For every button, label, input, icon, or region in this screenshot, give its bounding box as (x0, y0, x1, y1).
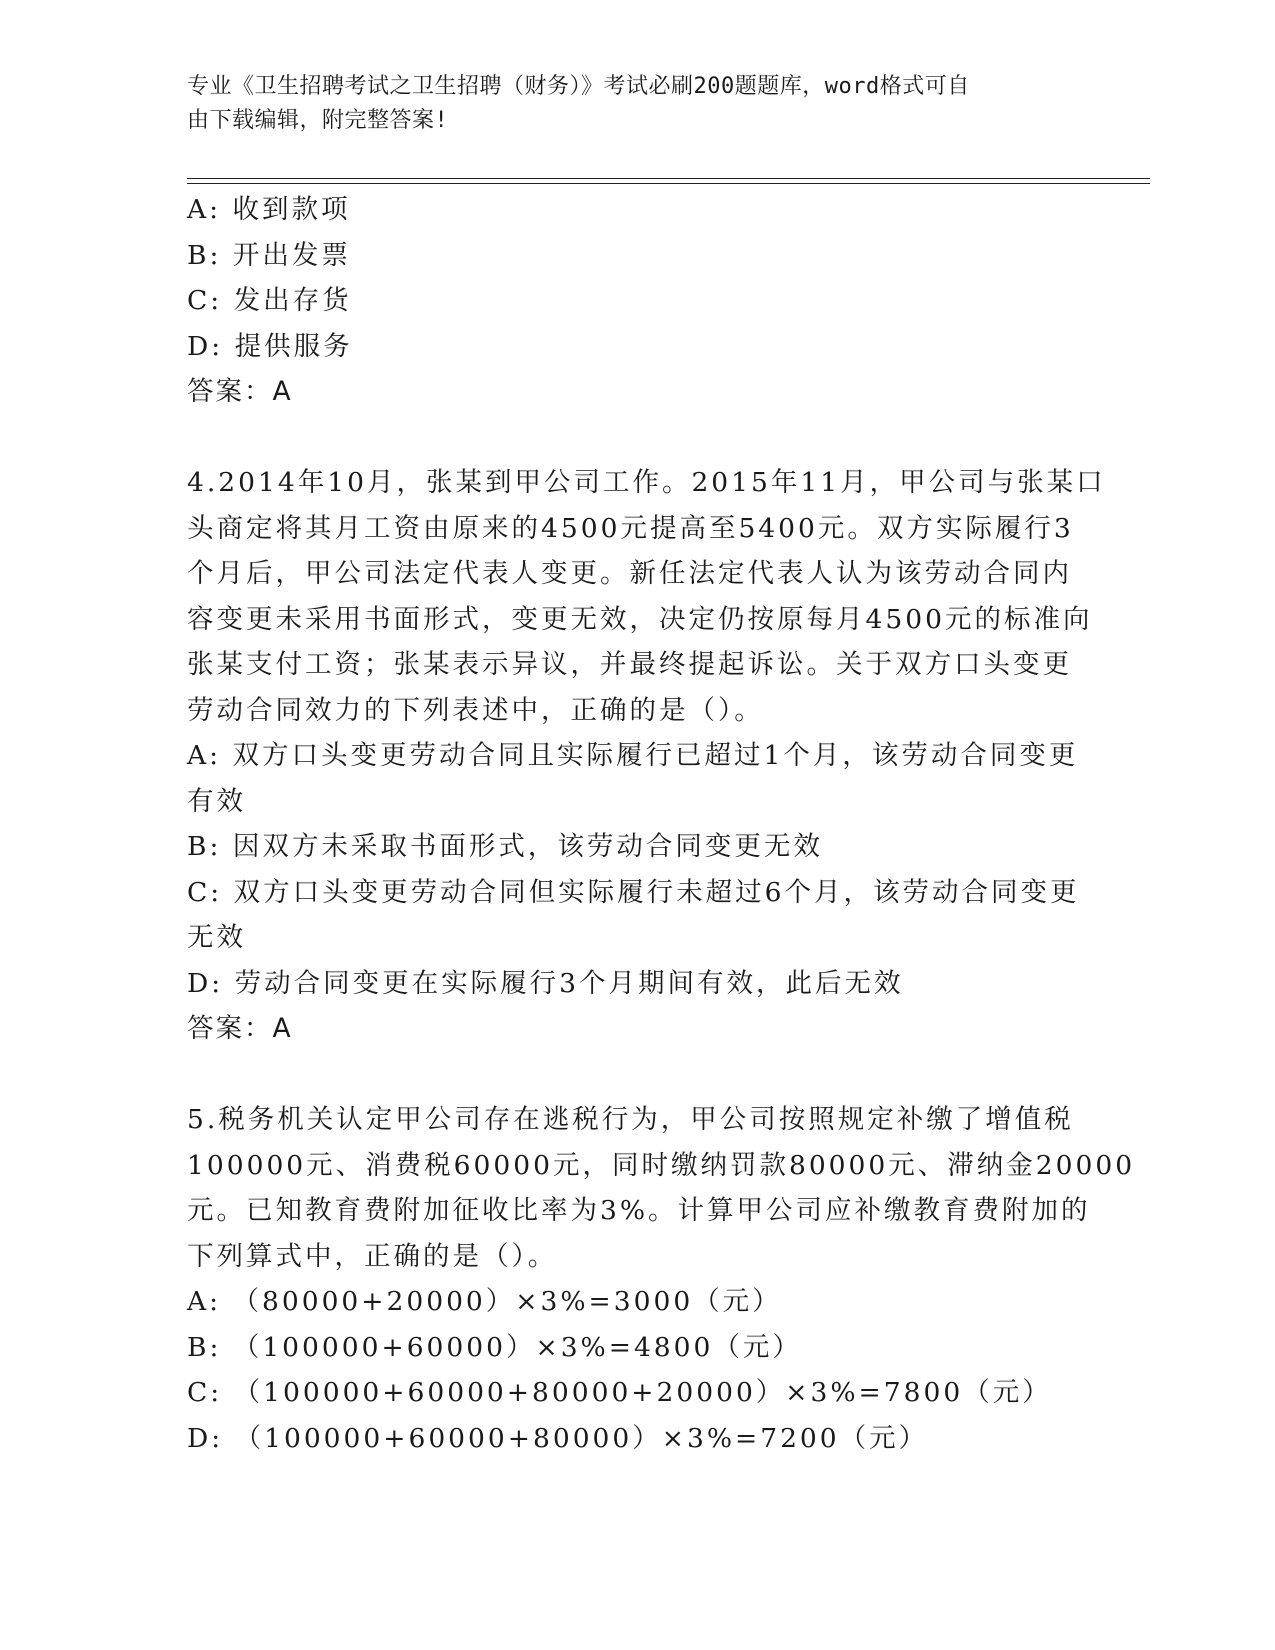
q4-stem-line: 个月后，甲公司法定代表人变更。新任法定代表人认为该劳动合同内 (187, 558, 1072, 589)
question-content (187, 187, 1136, 1461)
q3-option-a: A: 收到款项 (187, 194, 351, 225)
q3-option-d: D: 提供服务 (187, 330, 353, 362)
q5-stem-line: 元。已知教育费附加征收比率为3%。计算甲公司应补缴教育费附加的 (187, 1195, 1091, 1226)
header-line-1: 专业《卫生招聘考试之卫生招聘（财务）》考试必刷200题题库，word格式可自 (187, 74, 970, 99)
q4-stem-line: 头商定将其月工资由原来的4500元提高至5400元。双方实际履行3 (187, 512, 1074, 544)
header-rule-bottom (187, 183, 1150, 184)
document-header (187, 70, 1067, 138)
q4-stem-line: 容变更未采用书面形式，变更无效，决定仍按原每月4500元的标准向 (187, 603, 1093, 635)
q5-option-c: C: （100000+60000+80000+20000）×3%=7800（元） (187, 1377, 1052, 1408)
q3-option-c: C: 发出存货 (187, 285, 352, 316)
q4-option-d: D: 劳动合同变更在实际履行3个月期间有效，此后无效 (187, 967, 904, 999)
q4-option-a-line-2: 有效 (187, 785, 246, 817)
q5-option-d: D: （100000+60000+80000）×3%=7200（元） (187, 1422, 929, 1454)
q4-option-c-line-1: C: 双方口头变更劳动合同但实际履行未超过6个月，该劳动合同变更 (187, 876, 1080, 908)
q5-option-a: A: （80000+20000）×3%=3000（元） (187, 1286, 782, 1317)
q4-option-b: B: 因双方未采取书面形式，该劳动合同变更无效 (187, 831, 823, 862)
q4-stem-line: 劳动合同效力的下列表述中，正确的是（）。 (187, 694, 764, 726)
q4-stem-line: 4.2014年10月，张某到甲公司工作。2015年11月，甲公司与张某口 (187, 467, 1106, 498)
q5-stem-line: 100000元、消费税60000元，同时缴纳罚款80000元、滞纳金20000 (187, 1149, 1136, 1181)
q5-option-b: B: （100000+60000）×3%=4800（元） (187, 1331, 802, 1363)
header-rule-top (187, 178, 1150, 179)
q5-stem-line: 下列算式中，正确的是（）。 (187, 1240, 558, 1272)
q4-answer: 答案：A (187, 1013, 293, 1044)
question-spacer (187, 415, 1077, 461)
header-line-2: 由下载编辑，附完整答案! (187, 108, 449, 133)
q4-option-a-line-1: A: 双方口头变更劳动合同且实际履行已超过1个月，该劳动合同变更 (187, 740, 1079, 771)
q5-stem-line: 5.税务机关认定甲公司存在逃税行为，甲公司按照规定补缴了增值税 (187, 1104, 1074, 1135)
q3-option-b: B: 开出发票 (187, 239, 351, 271)
q3-answer: 答案：A (187, 376, 293, 407)
question-spacer (187, 1052, 1077, 1098)
q4-stem-line: 张某支付工资；张某表示异议，并最终提起诉讼。关于双方口头变更 (187, 649, 1072, 680)
q4-option-c-line-2: 无效 (187, 922, 246, 953)
